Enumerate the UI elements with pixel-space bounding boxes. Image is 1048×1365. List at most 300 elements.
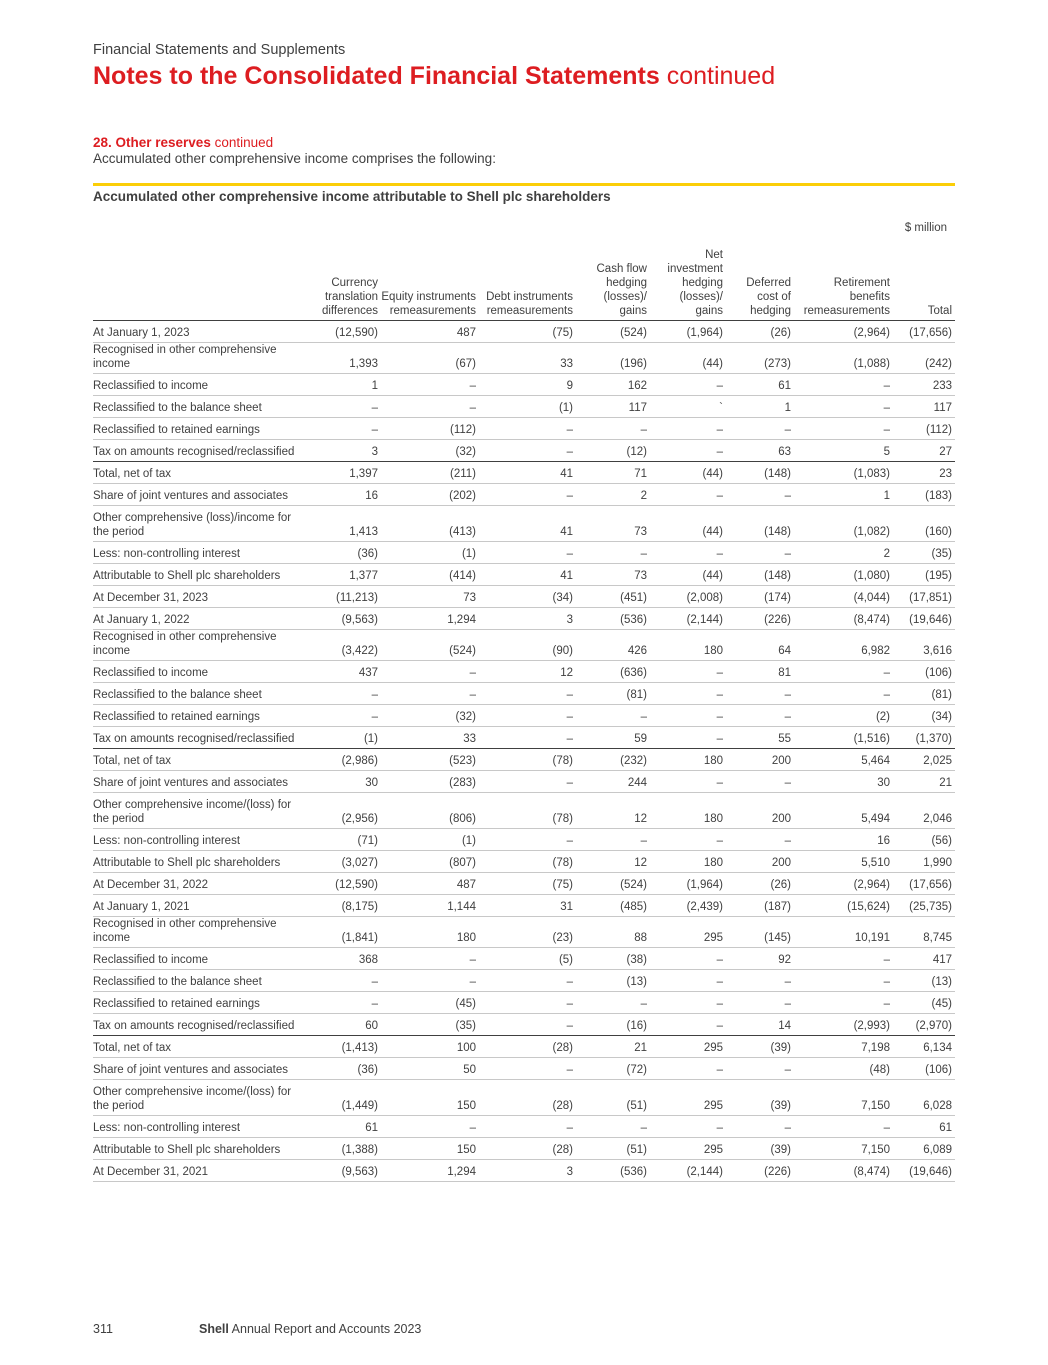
- table-row: [93, 970, 955, 992]
- table-cell: 200: [726, 851, 794, 873]
- table-cell: (273): [726, 343, 794, 374]
- table-cell: 295: [650, 1080, 726, 1116]
- table-cell: 12: [479, 661, 576, 683]
- table-cell: (536): [576, 1160, 650, 1182]
- table-cell: 7,198: [794, 1036, 893, 1058]
- table-row: [93, 683, 955, 705]
- row-label: Tax on amounts recognised/reclassified: [93, 440, 301, 462]
- table-row: [93, 1116, 955, 1138]
- table-cell: (9,563): [301, 608, 381, 630]
- table-cell: 14: [726, 1014, 794, 1036]
- table-cell: 417: [893, 948, 955, 970]
- table-row: [93, 829, 955, 851]
- table-cell: 41: [479, 506, 576, 542]
- column-header: Net investment hedging (losses)/ gains: [650, 248, 726, 321]
- table-row: [93, 506, 955, 542]
- table-cell: (44): [650, 462, 726, 484]
- table-cell: (11,213): [301, 586, 381, 608]
- row-label: Reclassified to retained earnings: [93, 418, 301, 440]
- section-intro: Accumulated other comprehensive income comprises the following:: [93, 151, 496, 166]
- row-label: Less: non-controlling interest: [93, 542, 301, 564]
- table-cell: (485): [576, 895, 650, 917]
- table-cell: –: [301, 396, 381, 418]
- table-cell: (9,563): [301, 1160, 381, 1182]
- table-cell: –: [381, 396, 479, 418]
- table-cell: (35): [381, 1014, 479, 1036]
- table-cell: 1: [726, 396, 794, 418]
- table-cell: (34): [893, 705, 955, 727]
- table-cell: (183): [893, 484, 955, 506]
- table-cell: (174): [726, 586, 794, 608]
- table-cell: (51): [576, 1138, 650, 1160]
- table-cell: (4,044): [794, 586, 893, 608]
- table-cell: (160): [893, 506, 955, 542]
- table-title: Accumulated other comprehensive income attributable to Shell plc shareholders: [93, 189, 611, 204]
- table-cell: (44): [650, 564, 726, 586]
- table-row: [93, 484, 955, 506]
- row-label: Reclassified to income: [93, 374, 301, 396]
- table-cell: (195): [893, 564, 955, 586]
- table-cell: (28): [479, 1036, 576, 1058]
- table-row: [93, 851, 955, 873]
- footer-brand: Shell: [199, 1322, 229, 1336]
- table-row: [93, 343, 955, 374]
- table-cell: 487: [381, 873, 479, 895]
- row-label: At January 1, 2022: [93, 608, 301, 630]
- table-cell: 117: [893, 396, 955, 418]
- page-footer: [93, 1322, 421, 1336]
- table-cell: (636): [576, 661, 650, 683]
- table-row: [93, 1014, 955, 1036]
- table-cell: –: [726, 992, 794, 1014]
- table-cell: –: [650, 1058, 726, 1080]
- table-cell: (23): [479, 917, 576, 948]
- table-cell: –: [381, 1116, 479, 1138]
- table-cell: (806): [381, 793, 479, 829]
- table-cell: –: [301, 683, 381, 705]
- table-cell: (19,646): [893, 1160, 955, 1182]
- table-cell: –: [794, 948, 893, 970]
- column-header: Debt instruments remeasurements: [479, 248, 576, 321]
- table-cell: (17,656): [893, 321, 955, 343]
- yellow-divider: [93, 183, 955, 186]
- row-label: Attributable to Shell plc shareholders: [93, 564, 301, 586]
- table-cell: (5): [479, 948, 576, 970]
- table-row: [93, 1036, 955, 1058]
- title-main: Notes to the Consolidated Financial Statements: [93, 62, 660, 90]
- table-cell: (13): [893, 970, 955, 992]
- table-cell: (1): [381, 542, 479, 564]
- row-label: Reclassified to retained earnings: [93, 705, 301, 727]
- table-cell: –: [650, 829, 726, 851]
- table-cell: (78): [479, 749, 576, 771]
- column-header-label: [93, 248, 301, 321]
- table-cell: (44): [650, 506, 726, 542]
- table-cell: 9: [479, 374, 576, 396]
- table-cell: (8,474): [794, 1160, 893, 1182]
- table-cell: –: [479, 542, 576, 564]
- table-cell: 3,616: [893, 630, 955, 661]
- row-label: Reclassified to the balance sheet: [93, 683, 301, 705]
- table-cell: –: [794, 683, 893, 705]
- table-cell: –: [479, 683, 576, 705]
- table-cell: 2,025: [893, 749, 955, 771]
- table-cell: 1,990: [893, 851, 955, 873]
- table-cell: –: [576, 705, 650, 727]
- table-cell: (1,964): [650, 321, 726, 343]
- table-cell: (1): [381, 829, 479, 851]
- title-continued: continued: [659, 62, 776, 90]
- table-cell: 73: [576, 564, 650, 586]
- table-cell: –: [650, 542, 726, 564]
- table-cell: (45): [381, 992, 479, 1014]
- table-cell: (12,590): [301, 873, 381, 895]
- table-cell: (451): [576, 586, 650, 608]
- table-row: [93, 542, 955, 564]
- table-row: [93, 462, 955, 484]
- row-label: Tax on amounts recognised/reclassified: [93, 1014, 301, 1036]
- table-cell: –: [381, 374, 479, 396]
- table-cell: –: [650, 418, 726, 440]
- table-cell: 81: [726, 661, 794, 683]
- table-cell: (17,656): [893, 873, 955, 895]
- row-label: Reclassified to the balance sheet: [93, 396, 301, 418]
- table-cell: (1,516): [794, 727, 893, 749]
- table-cell: (28): [479, 1138, 576, 1160]
- table-cell: 92: [726, 948, 794, 970]
- table-cell: –: [726, 829, 794, 851]
- table-cell: 150: [381, 1138, 479, 1160]
- table-cell: 3: [301, 440, 381, 462]
- row-label: At January 1, 2023: [93, 321, 301, 343]
- table-cell: –: [479, 970, 576, 992]
- table-cell: (1,088): [794, 343, 893, 374]
- table-cell: (25,735): [893, 895, 955, 917]
- table-cell: –: [576, 542, 650, 564]
- row-label: Recognised in other comprehensive income: [93, 630, 301, 661]
- table-cell: 200: [726, 793, 794, 829]
- table-row: [93, 418, 955, 440]
- table-cell: –: [650, 992, 726, 1014]
- table-cell: 1,294: [381, 1160, 479, 1182]
- table-cell: –: [650, 440, 726, 462]
- table-cell: 73: [576, 506, 650, 542]
- table-row: [93, 1058, 955, 1080]
- table-row: [93, 440, 955, 462]
- table-cell: (32): [381, 705, 479, 727]
- table-cell: 3: [479, 608, 576, 630]
- table-row: [93, 608, 955, 630]
- row-label: Other comprehensive income/(loss) for the period: [93, 793, 301, 829]
- table-cell: 8,745: [893, 917, 955, 948]
- table-cell: 437: [301, 661, 381, 683]
- table-cell: (12,590): [301, 321, 381, 343]
- table-cell: (211): [381, 462, 479, 484]
- footer-report-title: Annual Report and Accounts 2023: [228, 1322, 422, 1336]
- table-cell: –: [479, 727, 576, 749]
- table-cell: 200: [726, 749, 794, 771]
- table-cell: 5,464: [794, 749, 893, 771]
- table-cell: 1,413: [301, 506, 381, 542]
- table-cell: –: [794, 970, 893, 992]
- table-cell: 30: [794, 771, 893, 793]
- table-cell: (145): [726, 917, 794, 948]
- table-row: [93, 1080, 955, 1116]
- table-cell: –: [479, 705, 576, 727]
- table-cell: 41: [479, 462, 576, 484]
- row-label: Reclassified to income: [93, 661, 301, 683]
- table-cell: 6,089: [893, 1138, 955, 1160]
- table-row: [93, 992, 955, 1014]
- table-cell: 6,982: [794, 630, 893, 661]
- table-cell: (536): [576, 608, 650, 630]
- table-row: [93, 895, 955, 917]
- table-cell: –: [726, 1058, 794, 1080]
- row-label: Share of joint ventures and associates: [93, 771, 301, 793]
- section-heading: [93, 135, 273, 150]
- table-cell: (2,956): [301, 793, 381, 829]
- table-cell: (67): [381, 343, 479, 374]
- table-cell: (1,370): [893, 727, 955, 749]
- table-cell: (12): [576, 440, 650, 462]
- table-row: [93, 727, 955, 749]
- table-cell: –: [479, 829, 576, 851]
- table-row: [93, 586, 955, 608]
- table-cell: –: [650, 948, 726, 970]
- table-cell: (1): [301, 727, 381, 749]
- row-label: Recognised in other comprehensive income: [93, 343, 301, 374]
- table-cell: –: [479, 771, 576, 793]
- table-cell: 63: [726, 440, 794, 462]
- table-cell: (2,970): [893, 1014, 955, 1036]
- table-cell: 180: [381, 917, 479, 948]
- table-cell: (524): [381, 630, 479, 661]
- table-row: [93, 564, 955, 586]
- row-label: Recognised in other comprehensive income: [93, 917, 301, 948]
- table-cell: (44): [650, 343, 726, 374]
- row-label: Reclassified to income: [93, 948, 301, 970]
- table-cell: (1,964): [650, 873, 726, 895]
- table-cell: –: [576, 418, 650, 440]
- table-cell: (3,027): [301, 851, 381, 873]
- table-cell: 180: [650, 749, 726, 771]
- table-cell: –: [726, 542, 794, 564]
- table-cell: 368: [301, 948, 381, 970]
- column-header: Equity instruments remeasurements: [381, 248, 479, 321]
- table-cell: –: [726, 1116, 794, 1138]
- table-cell: –: [650, 484, 726, 506]
- row-label: Share of joint ventures and associates: [93, 1058, 301, 1080]
- table-row: [93, 749, 955, 771]
- table-row: [93, 1160, 955, 1182]
- row-label: Less: non-controlling interest: [93, 829, 301, 851]
- table-cell: (90): [479, 630, 576, 661]
- table-cell: –: [576, 1116, 650, 1138]
- table-cell: –: [794, 418, 893, 440]
- table-cell: (28): [479, 1080, 576, 1116]
- table-cell: (75): [479, 321, 576, 343]
- table-cell: (36): [301, 542, 381, 564]
- row-label: At December 31, 2021: [93, 1160, 301, 1182]
- table-unit: $ million: [904, 222, 947, 234]
- table-cell: (81): [576, 683, 650, 705]
- table-cell: (36): [301, 1058, 381, 1080]
- table-cell: (26): [726, 873, 794, 895]
- table-cell: –: [650, 727, 726, 749]
- table-cell: 100: [381, 1036, 479, 1058]
- table-cell: (35): [893, 542, 955, 564]
- table-cell: 1,377: [301, 564, 381, 586]
- row-label: Tax on amounts recognised/reclassified: [93, 727, 301, 749]
- table-cell: –: [726, 418, 794, 440]
- table-cell: –: [479, 1014, 576, 1036]
- table-cell: (106): [893, 661, 955, 683]
- table-cell: (51): [576, 1080, 650, 1116]
- column-header: Retirement benefits remeasurements: [794, 248, 893, 321]
- table-row: [93, 1138, 955, 1160]
- table-cell: 64: [726, 630, 794, 661]
- table-row: [93, 948, 955, 970]
- table-cell: –: [301, 705, 381, 727]
- table-cell: (2,986): [301, 749, 381, 771]
- table-cell: 55: [726, 727, 794, 749]
- table-cell: –: [650, 771, 726, 793]
- table-cell: 61: [893, 1116, 955, 1138]
- table-cell: (15,624): [794, 895, 893, 917]
- table-cell: –: [301, 992, 381, 1014]
- table-cell: 2: [576, 484, 650, 506]
- table-cell: 12: [576, 793, 650, 829]
- table-cell: –: [726, 771, 794, 793]
- table-cell: 487: [381, 321, 479, 343]
- table-cell: (524): [576, 321, 650, 343]
- table-header-row: [93, 248, 955, 321]
- table-cell: 7,150: [794, 1138, 893, 1160]
- table-cell: (2,993): [794, 1014, 893, 1036]
- table-cell: 162: [576, 374, 650, 396]
- table-cell: (112): [381, 418, 479, 440]
- table-cell: 3: [479, 1160, 576, 1182]
- table-cell: (1,080): [794, 564, 893, 586]
- column-header: Cash flow hedging (losses)/ gains: [576, 248, 650, 321]
- table-cell: –: [650, 1014, 726, 1036]
- table-cell: –: [479, 484, 576, 506]
- table-cell: 295: [650, 1036, 726, 1058]
- table-cell: (1,413): [301, 1036, 381, 1058]
- table-row: [93, 321, 955, 343]
- table-cell: 33: [479, 343, 576, 374]
- table-cell: (1,388): [301, 1138, 381, 1160]
- table-cell: 60: [301, 1014, 381, 1036]
- table-cell: –: [726, 970, 794, 992]
- row-label: Other comprehensive (loss)/income for the period: [93, 506, 301, 542]
- table-cell: (226): [726, 1160, 794, 1182]
- row-label: Share of joint ventures and associates: [93, 484, 301, 506]
- table-cell: (413): [381, 506, 479, 542]
- table-cell: –: [794, 396, 893, 418]
- column-header: Deferred cost of hedging: [726, 248, 794, 321]
- table-cell: –: [479, 440, 576, 462]
- table-cell: (39): [726, 1138, 794, 1160]
- table-cell: –: [650, 374, 726, 396]
- row-label: Reclassified to the balance sheet: [93, 970, 301, 992]
- section-heading-main: 28. Other reserves: [93, 135, 211, 150]
- table-cell: 50: [381, 1058, 479, 1080]
- page-number: 311: [93, 1322, 113, 1336]
- table-cell: (2,008): [650, 586, 726, 608]
- table-cell: 117: [576, 396, 650, 418]
- table-cell: –: [794, 992, 893, 1014]
- table-cell: (81): [893, 683, 955, 705]
- table-cell: –: [794, 374, 893, 396]
- table-row: [93, 771, 955, 793]
- table-cell: (78): [479, 851, 576, 873]
- table-cell: –: [479, 1116, 576, 1138]
- table-cell: (524): [576, 873, 650, 895]
- table-row: [93, 396, 955, 418]
- table-cell: (2,439): [650, 895, 726, 917]
- table-cell: 180: [650, 851, 726, 873]
- table-cell: (112): [893, 418, 955, 440]
- table-cell: (56): [893, 829, 955, 851]
- table-cell: 73: [381, 586, 479, 608]
- table-row: [93, 917, 955, 948]
- table-cell: –: [726, 484, 794, 506]
- table-cell: 31: [479, 895, 576, 917]
- table-cell: (8,175): [301, 895, 381, 917]
- table-cell: (2): [794, 705, 893, 727]
- table-cell: 426: [576, 630, 650, 661]
- table-row: [93, 705, 955, 727]
- table-cell: 21: [893, 771, 955, 793]
- table-cell: (196): [576, 343, 650, 374]
- table-cell: (283): [381, 771, 479, 793]
- table-cell: –: [650, 683, 726, 705]
- table-cell: (38): [576, 948, 650, 970]
- table-cell: –: [479, 1058, 576, 1080]
- table-cell: (226): [726, 608, 794, 630]
- table-row: [93, 661, 955, 683]
- row-label: Attributable to Shell plc shareholders: [93, 1138, 301, 1160]
- table-cell: 5,510: [794, 851, 893, 873]
- row-label: Other comprehensive income/(loss) for the period: [93, 1080, 301, 1116]
- table-cell: –: [726, 705, 794, 727]
- table-cell: `: [650, 396, 726, 418]
- table-cell: (242): [893, 343, 955, 374]
- section-heading-continued: continued: [210, 135, 274, 150]
- table-cell: 61: [301, 1116, 381, 1138]
- table-cell: (3,422): [301, 630, 381, 661]
- table-cell: (148): [726, 564, 794, 586]
- table-cell: –: [794, 1116, 893, 1138]
- table-cell: (1,082): [794, 506, 893, 542]
- supplement-heading: Financial Statements and Supplements: [93, 42, 346, 58]
- table-cell: 1,397: [301, 462, 381, 484]
- table-cell: 1: [794, 484, 893, 506]
- table-cell: 1: [301, 374, 381, 396]
- table-cell: (202): [381, 484, 479, 506]
- table-cell: 2,046: [893, 793, 955, 829]
- table-row: [93, 873, 955, 895]
- table-cell: 33: [381, 727, 479, 749]
- table-cell: 244: [576, 771, 650, 793]
- row-label: At December 31, 2023: [93, 586, 301, 608]
- column-header: Currency translation differences: [301, 248, 381, 321]
- table-cell: 61: [726, 374, 794, 396]
- table-cell: (2,144): [650, 608, 726, 630]
- table-cell: (26): [726, 321, 794, 343]
- table-cell: –: [479, 992, 576, 1014]
